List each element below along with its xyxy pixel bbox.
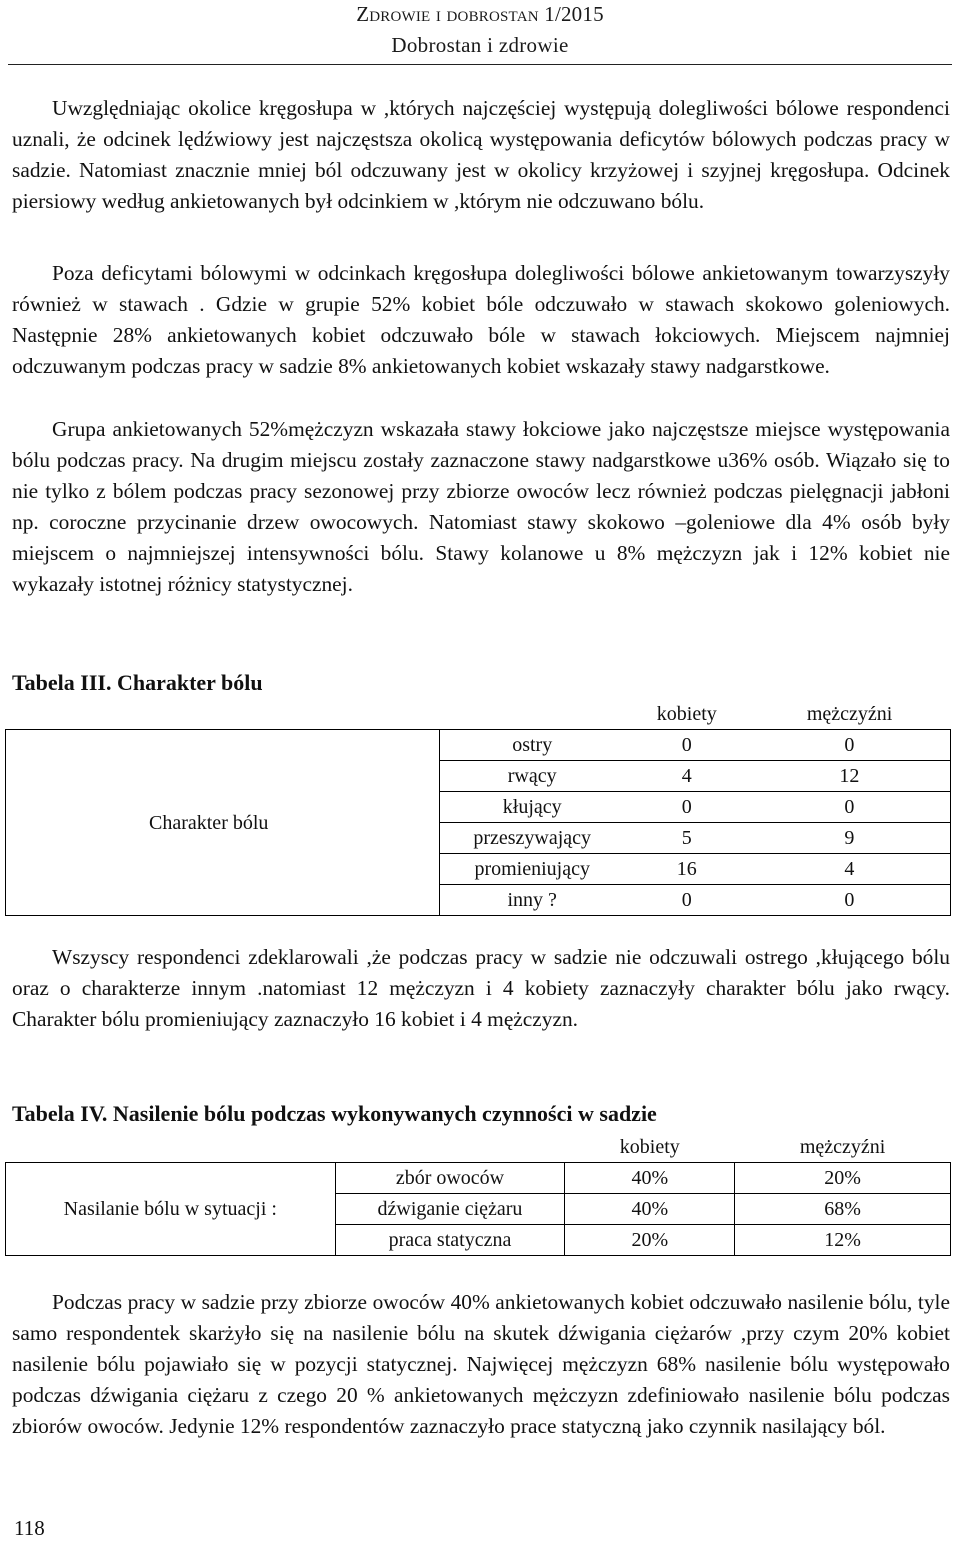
cell-men: 4 <box>749 854 951 885</box>
paragraph-text: Grupa ankietowanych 52%mężczyzn wskazała stawy łokciowe jako najczęstsze miejsce występowania bólu podczas pracy. Na drugim miejscu zostały zaznaczone stawy nadgarstkowe u36% osób. Wiązało się to nie tylko z bólem podczas pracy sezonowej przy zbiorze owoców lecz również podczas pielęgnacji jabłoni np. coroczne przycinanie drzew owocowych. Natomiast stawy skokowo –goleniowe dla 4% osób były miejscem o najmniejszej intensywności bólu. Stawy kolanowe u 8% mężczyzn jak i 12% kobiet nie wykazały istotnej różnicy statystycznej. <box>12 417 950 596</box>
cell-men: 0 <box>749 730 951 761</box>
row-label: kłujący <box>439 792 625 823</box>
table-header-row <box>6 1132 951 1163</box>
header-rule <box>8 64 952 65</box>
paragraph-text: Uwzględniając okolice kręgosłupa w ,których najczęściej występują dolegliwości bólowe respondenci uznali, że odcinek lędźwiowy jest najczęstsza okolicą występowania deficytów bólowych podczas pracy w sadzie. Natomiast znacznie mniej ból odczuwany jest w okolicy krzyżowej i szyjnej kręgosłupa. Odcinek piersiowy według ankietowanych był odcinkiem w ,którym nie odczuwano bólu. <box>12 96 950 213</box>
col-header-men: mężczyźni <box>735 1132 951 1163</box>
cell-men: 9 <box>749 823 951 854</box>
row-label: inny ? <box>439 885 625 916</box>
table-row <box>6 1163 951 1194</box>
paragraph-text: Wszyscy respondenci zdeklarowali ,że podczas pracy w sadzie nie odczuwali ostrego ,kłującego bólu oraz o charakterze innym .natomiast 12 mężczyzn i 4 kobiety zaznaczyły charakter bólu jako rwący. Charakter bólu promieniujący zaznaczyło 16 kobiet i 4 mężczyzn. <box>12 945 950 1031</box>
table-corner <box>335 1132 565 1163</box>
table-pain-intensity <box>5 1132 951 1256</box>
cell-women: 40% <box>565 1163 735 1194</box>
paragraph-text: Podczas pracy w sadzie przy zbiorze owoców 40% ankietowanych kobiet odczuwało nasilenie bólu, tyle samo respondentek skarżyło się na nasilenie bólu na skutek dźwigania ciężarów ,przy czym 20% kobiet nasilenie bólu pojawiało się w pozycji statycznej. Najwięcej mężczyzn 68% nasilenie bólu występowało podczas dźwigania ciężaru z czego 20 % ankietowanych mężczyzn zdefiniowało nasilenie bólu podczas zbiorów owoców. Jedynie 12% respondentów zaznaczyło prace statyczną jako czynnik nasilający ból. <box>12 1290 950 1438</box>
cell-women: 4 <box>625 761 749 792</box>
cell-men: 12 <box>749 761 951 792</box>
cell-men: 20% <box>735 1163 951 1194</box>
paragraph-joint-pain-men <box>12 414 950 600</box>
table3-caption: Tabela III. Charakter bólu <box>12 670 263 695</box>
col-header-women: kobiety <box>565 1132 735 1163</box>
journal-name: Zdrowie i dobrostan <box>356 2 539 26</box>
cell-women: 0 <box>625 885 749 916</box>
table-corner <box>6 1132 336 1163</box>
cell-women: 16 <box>625 854 749 885</box>
col-header-men: mężczyźni <box>749 699 951 730</box>
cell-men: 68% <box>735 1194 951 1225</box>
col-header-women: kobiety <box>625 699 749 730</box>
group-label: Nasilanie bólu w sytuacji : <box>6 1163 336 1256</box>
row-label: praca statyczna <box>335 1225 565 1256</box>
table-pain-character <box>5 699 951 916</box>
cell-women: 0 <box>625 730 749 761</box>
section-title: Dobrostan i zdrowie <box>391 33 569 57</box>
paragraph-spine-pain <box>12 93 950 217</box>
row-label: przeszywający <box>439 823 625 854</box>
paragraph-pain-character <box>12 942 950 1035</box>
cell-men: 12% <box>735 1225 951 1256</box>
paragraph-joint-pain-women <box>12 258 950 382</box>
table4-caption: Tabela IV. Nasilenie bólu podczas wykonywanych czynności w sadzie <box>12 1101 657 1126</box>
page-number: 118 <box>14 1516 45 1540</box>
table-corner <box>6 699 440 730</box>
table-corner <box>439 699 625 730</box>
table-row <box>6 730 951 761</box>
group-label: Charakter bólu <box>6 730 440 916</box>
row-label: dźwiganie ciężaru <box>335 1194 565 1225</box>
paragraph-pain-intensity <box>12 1287 950 1442</box>
journal-issue: 1/2015 <box>544 2 604 26</box>
cell-women: 5 <box>625 823 749 854</box>
cell-women: 0 <box>625 792 749 823</box>
row-label: zbór owoców <box>335 1163 565 1194</box>
cell-men: 0 <box>749 792 951 823</box>
row-label: promieniujący <box>439 854 625 885</box>
cell-women: 40% <box>565 1194 735 1225</box>
table-header-row <box>6 699 951 730</box>
journal-title <box>0 2 960 27</box>
row-label: rwący <box>439 761 625 792</box>
cell-women: 20% <box>565 1225 735 1256</box>
paragraph-text: Poza deficytami bólowymi w odcinkach kręgosłupa dolegliwości bólowe ankietowanym towarzyszyły również w stawach . Gdzie w grupie 52% kobiet bóle odczuwało w stawach skokowo goleniowych. Następnie 28% ankietowanych kobiet odczuwało bóle w stawach łokciowych. Miejscem najmniej odczuwanym podczas pracy w sadzie 8% ankietowanych kobiet wskazały stawy nadgarstkowe. <box>12 261 950 378</box>
row-label: ostry <box>439 730 625 761</box>
cell-men: 0 <box>749 885 951 916</box>
